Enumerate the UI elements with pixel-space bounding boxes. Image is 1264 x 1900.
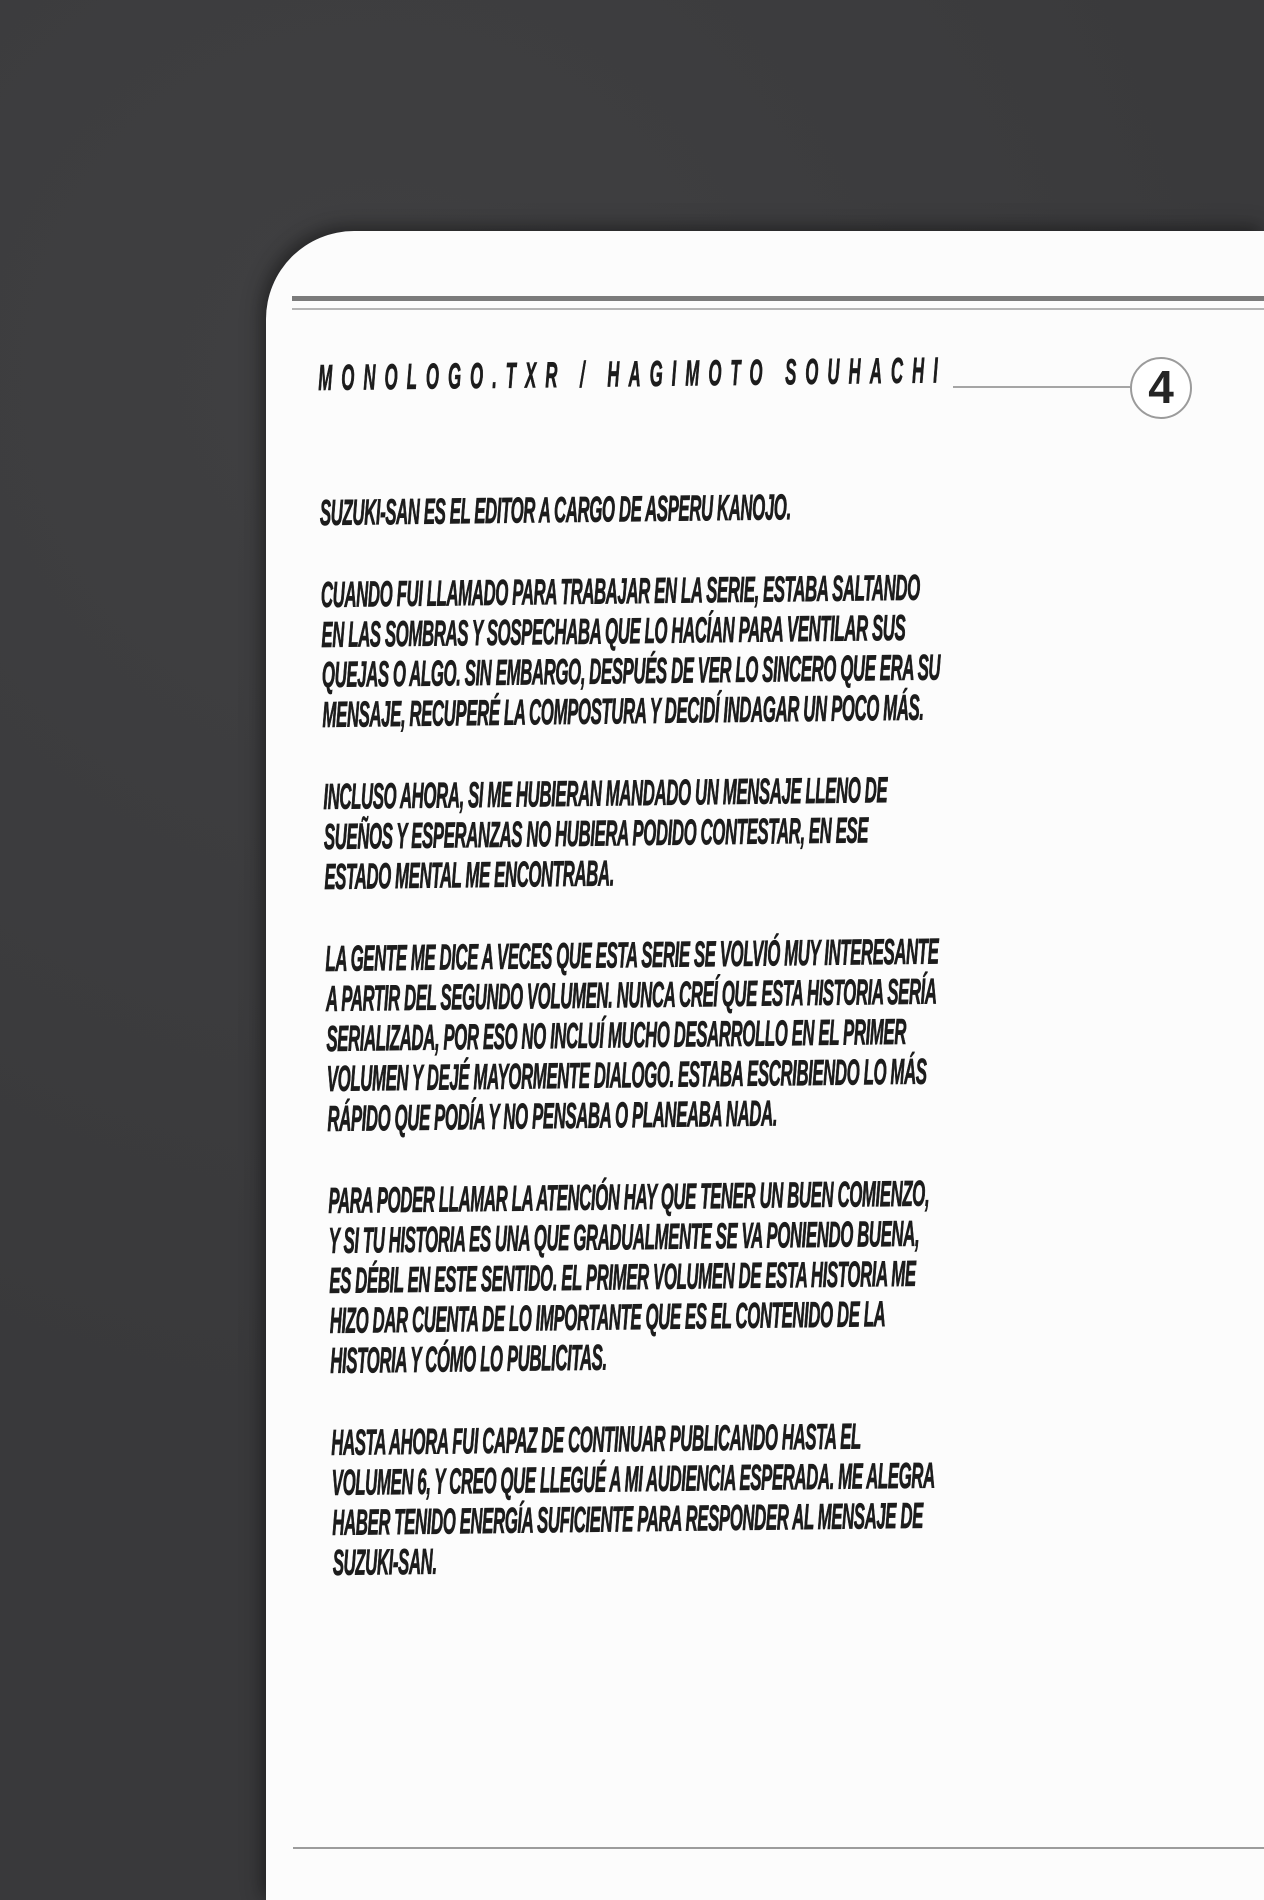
paragraph: LA GENTE ME DICE A VECES QUE ESTA SERIE SE VOLVIÓ MUY INTERESANTE A PARTIR DEL SEGUNDO VOLUMEN. NUNCA CREÍ QUE ESTA HISTORIA SERÍA SERIALIZADA, POR ESO NO INCLUÍ MUCHO DESARROLLO EN EL PRIMER VOLUMEN Y DEJÉ MAYORMENTE DIALOGO. ESTABA ESCRIBIENDO LO MÁS RÁPIDO QUE PODÍA Y NO PENSABA O PLANEABA NADA. <box>325 930 939 1139</box>
paragraph: HASTA AHORA FUI CAPAZ DE CONTINUAR PUBLICANDO HASTA EL VOLUMEN 6, Y CREO QUE LLEGUÉ A MI AUDIENCIA ESPERADA. ME ALEGRA HABER TENIDO ENERGÍA SUFICIENTE PARA RESPONDER AL MENSAJE DE SUZUKI-SAN. <box>330 1415 936 1583</box>
manga-page <box>266 231 1264 1900</box>
page-number: 4 <box>1148 361 1174 413</box>
paragraph: INCLUSO AHORA, SI ME HUBIERAN MANDADO UN MENSAJE LLENO DE SUEÑOS Y ESPERANZAS NO HUBIERA PODIDO CONTESTAR, EN ESE ESTADO MENTAL ME ENCONTRABA. <box>323 769 888 897</box>
paragraph: SUZUKI-SAN ES EL EDITOR A CARGO DE ASPERU KANOJO. <box>319 486 791 533</box>
top-divider-thick <box>292 296 1264 301</box>
page-number-badge <box>1130 357 1192 419</box>
page-title: MONOLOGO.TXR / HAGIMOTO SOUHACHI <box>317 349 947 398</box>
top-divider-thin <box>292 308 1264 310</box>
paragraph: PARA PODER LLAMAR LA ATENCIÓN HAY QUE TENER UN BUEN COMIENZO, Y SI TU HISTORIA ES UNA QUE GRADUALMENTE SE VA PONIENDO BUENA, ES DÉBIL EN ESTE SENTIDO. EL PRIMER VOLUMEN DE ESTA HISTORIA ME HIZO DAR CUENTA DE LO IMPORTANTE QUE ES EL CONTENIDO DE LA HISTORIA Y CÓMO LO PUBLICITAS. <box>328 1172 930 1381</box>
text-column <box>318 349 1048 1625</box>
bottom-divider <box>293 1847 1264 1849</box>
paragraph: CUANDO FUI LLAMADO PARA TRABAJAR EN LA SERIE, ESTABA SALTANDO EN LAS SOMBRAS Y SOSPECHABA QUE LO HACÍAN PARA VENTILAR SUS QUEJAS O ALGO. SIN EMBARGO, DESPUÉS DE VER LO SINCERO QUE ERA SU MENSAJE, RECUPERÉ LA COMPOSTURA Y DECIDÍ INDAGAR UN POCO MÁS. <box>320 566 941 735</box>
